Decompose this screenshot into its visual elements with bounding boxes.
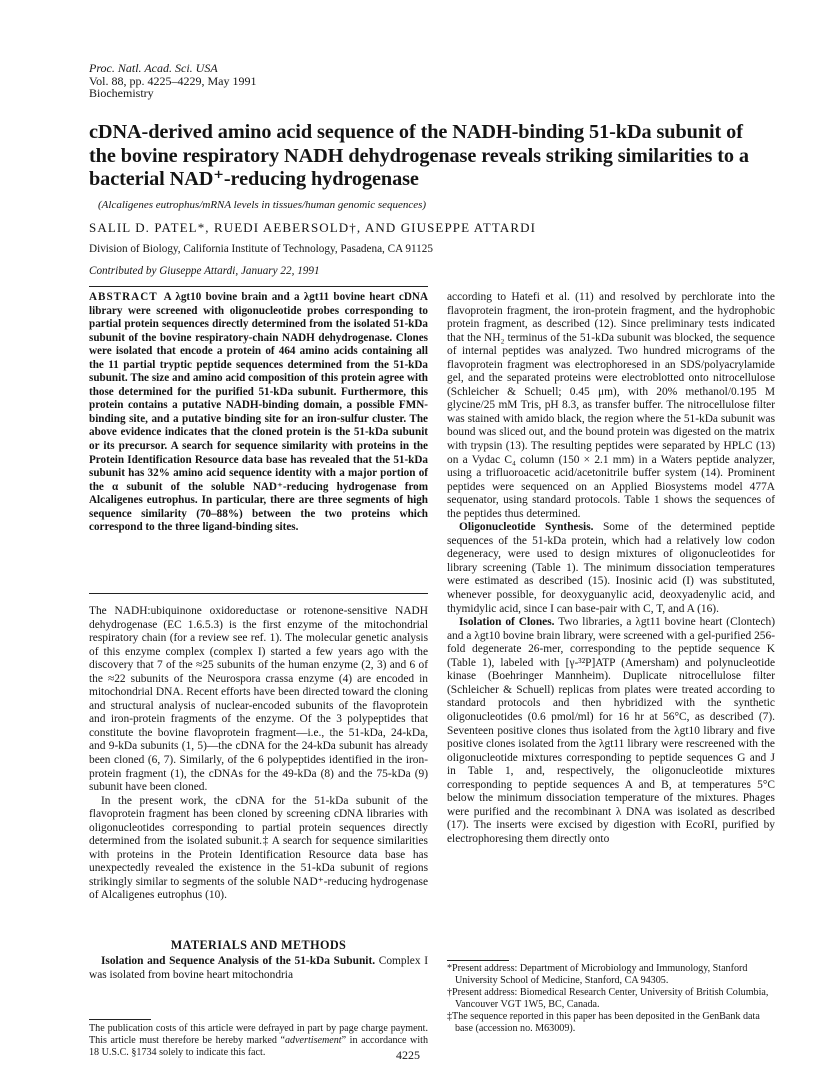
methods-continued: according to Hatefi et al. (11) and resolved by perchlorate into the flavoprotein fragment, the iron-protein fragment, and the hydrophobic protein fragment, as described (12). Since preliminary tests indicated that the NH₂ terminus of the 51-kDa subunit was blocked, the sequence of internal peptides was analyzed. Two hundred micrograms of the flavoprotein fragment was electrophoresed in an SDS/polyacrylamide gel, and the separated proteins were electroblotted onto nitrocellulose (Schleicher & Schuell; 0.45 μm), with 20% methanol/0.195 M glycine/25 mM Tris, pH 8.3, as transfer buffer. The nitrocellulose filter was stained with amido black, the region where the 51-kDa subunit was bound was sliced out, and the bound protein was digested on the matrix with trypsin (13). The resulting peptides were separated by HPLC (13) on a Vydac C₄ column (150 × 2.1 mm) in a Waters peptide analyzer, using a trifluoroacetic acid/acetonitrile buffer system (14). Prominent peptides were sequenced on an Applied Biosystems model 477A sequenator, using standard protocols. Table 1 shows the sequences of the peptides thus determined. <box>447 291 775 520</box>
page-number: 4225 <box>396 1048 420 1062</box>
abstract-body: A λgt10 bovine brain and a λgt11 bovine heart cDNA library were screened with oligonucleotide probes corresponding to partial protein sequences directly determined from the isolated 51-kDa subunit of the bovine respiratory-chain NADH dehydrogenase. Clones were isolated that encode a protein of 464 amino acids containing all the 11 partial tryptic peptide sequences determined from the 51-kDa subunit. The size and amino acid composition of this protein agree with those determined for the purified 51-kDa subunit. Furthermore, this protein contains a putative NADH-binding domain, a possible FMN-binding site, and a putative binding site for an iron-sulfur cluster. The above evidence indicates that the cloned protein is the 51-kDa subunit or its precursor. A search for sequence similarity with proteins in the Protein Identification Resource data base has revealed that the 51-kDa subunit has 32% amino acid sequence identity with a major portion of the α subunit of the soluble NAD⁺-reducing hydrogenase from Alcaligenes eutrophus. In particular, there are three segments of high sequence similarity (70–88%) between the two proteins which correspond to the three ligand-binding sites. <box>89 291 428 534</box>
methods-heading: MATERIALS AND METHODS <box>170 938 347 952</box>
affiliation: Division of Biology, California Institute of Technology, Pasadena, CA 91125 <box>89 243 433 255</box>
footnote-star: *Present address: Department of Microbiology and Immunology, Stanford University School of Medicine, Stanford, CA 94305. <box>447 963 748 986</box>
keywords: (Alcaligenes eutrophus/mRNA levels in tissues/human genomic sequences) <box>98 199 427 211</box>
footnote-divider-left <box>89 1019 151 1020</box>
oligo-heading: Oligonucleotide Synthesis. <box>459 521 594 534</box>
footnotes <box>447 963 775 1035</box>
abstract-label: ABSTRACT <box>89 291 158 303</box>
clones-heading: Isolation of Clones. <box>459 616 555 629</box>
journal-name: Proc. Natl. Acad. Sci. USA <box>89 61 218 75</box>
intro-paragraph-1: The NADH:ubiquinone oxidoreductase or rotenone-sensitive NADH dehydrogenase (EC 1.6.5.3) is the first enzyme of the mitochondrial respiratory chain (for a review see ref. 1). The molecular genetic analysis of this enzyme complex (complex I) started a few years ago with the discovery that 7 of the ≈25 subunits of the human enzyme (2, 3) and 6 of the ≈22 subunits of the Neurospora crassa enzyme (4) are encoded in mitochondrial DNA. Recent efforts have been directed toward the cloning and structural analysis of nuclear-encoded subunits of the flavoprotein and iron-protein fragments of the enzyme. Of the 3 polypeptides that constitute the bovine flavoprotein fragment—i.e., the 51-kDa, 24-kDa, and 9-kDa subunits (1, 5)—the cDNA for the 24-kDa subunit has already been cloned (6, 7). Similarly, of the 6 polypeptides identified in the iron-protein fragment (1), the cDNAs for the 49-kDa (8) and the 75-kDa (9) subunit have been cloned. <box>89 605 428 794</box>
volume-line: Vol. 88, pp. 4225–4229, May 1991 <box>89 73 257 88</box>
oligo-text: Some of the determined peptide sequences of the 51-kDa protein, which had a relatively low codon degeneracy, were used to design mixtures of oligonucleotides for library screening (Table 1). The minimum dissociation temperatures were estimated as described (15). Inosinic acid (I) was substituted, whenever possible, for deoxyguanylic acid, deoxyadenylic acid, and thymidylic acid, since I can base-pair with C, T, and A (16). <box>447 521 775 615</box>
pubcost-after: ” in accordance with 18 U.S.C. §1734 solely to indicate this fact. <box>89 1035 428 1058</box>
methods-subheading: Isolation and Sequence Analysis of the 51-kDa Subunit. <box>101 955 376 967</box>
footnote-double-dagger: ‡The sequence reported in this paper has been deposited in the GenBank data base (accession no. M63009). <box>447 1011 760 1034</box>
clones-text: Two libraries, a λgt11 bovine heart (Clontech) and a λgt10 bovine brain library, were screened with a gel-purified 256-fold degenerate 26-mer, corresponding to the peptide sequence K (Table 1), labeled with [γ-³²P]ATP (Amersham) and polynucleotide kinase (Boehringer Mannheim). Duplicate nitrocellulose filter (Schleicher & Schuell) replicas from plates were treated according to standard protocols and then hybridized with the synthetic oligonucleotides (0.6 pmol/ml) for 16 hr at 56°C, as described (7). Seventeen positive clones thus isolated from the λgt10 library and five positive clones isolated from the λgt11 library were rescreened with the oligonucleotide mixtures corresponding to peptide sequences G and J in Table 1, and, respectively, the oligonucleotide mixtures corresponding to peptide sequences A and B, at temperatures 5°C below the minimum dissociation temperature of the mixtures. Phages were purified and the recombinant λ DNA was isolated as described (17). The inserts were excised by digestion with EcoRI, purified by electrophoresing them directly onto <box>447 616 775 845</box>
abstract <box>89 291 428 535</box>
pubcost-marked: advertisement <box>284 1035 342 1046</box>
footnote-divider-right <box>447 960 509 961</box>
oligo-paragraph <box>447 521 775 616</box>
intro-paragraph-2: In the present work, the cDNA for the 51-kDa subunit of the flavoprotein fragment has been cloned by screening cDNA libraries with oligonucleotides corresponding to partial protein sequences directly determined from the isolated subunit.‡ A search for sequence similarities with proteins in the Protein Identification Resource data base has unexpectedly revealed the existence in the 51-kDa subunit of regions strikingly similar to segments of the soluble NAD⁺-reducing hydrogenase of Alcaligenes eutrophus (10). <box>89 794 428 902</box>
journal-header <box>89 62 256 100</box>
footnote-dagger: †Present address: Biomedical Research Center, University of British Columbia, Vancouver VGT 1W5, BC, Canada. <box>447 987 769 1010</box>
article-title: cDNA-derived amino acid sequence of the NADH-binding 51-kDa subunit of the bovine respiratory NADH dehydrogenase reveals striking similarities to a bacterial NAD⁺-reducing hydrogenase <box>89 121 749 190</box>
pubcost-before: The publication costs of this article were defrayed in part by page charge payment. This article must therefore be hereby marked “ <box>89 1023 428 1046</box>
methods-text: Complex I was isolated from bovine heart mitochondria <box>89 955 428 981</box>
clones-paragraph <box>447 616 775 846</box>
right-column <box>447 291 775 846</box>
methods-first-paragraph <box>89 955 428 982</box>
contributed-by: Contributed by Giuseppe Attardi, January 22, 1991 <box>89 265 320 277</box>
journal-section: Biochemistry <box>89 86 154 100</box>
authors: SALIL D. PATEL*, RUEDI AEBERSOLD†, AND GIUSEPPE ATTARDI <box>89 220 537 235</box>
introduction <box>89 605 428 903</box>
